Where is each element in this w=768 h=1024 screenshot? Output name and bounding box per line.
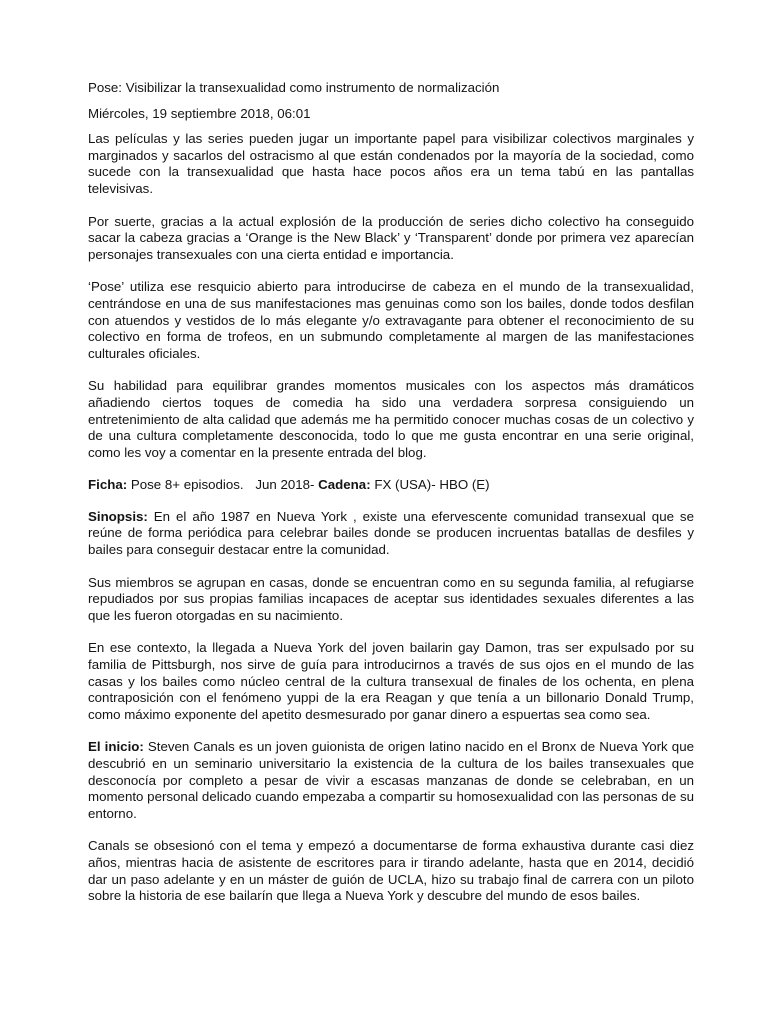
ficha-date: Jun 2018- <box>255 477 315 493</box>
sinopsis-label: Sinopsis: <box>88 508 148 524</box>
sinopsis-text: En el año 1987 en Nueva York , existe una efervescente comunidad transexual que se reúne de forma periódica para celebrar bailes donde se producen incruentas batallas de desfiles y bailes para conseguir destacar entre la comunidad. <box>88 508 694 558</box>
article-title: Pose: Visibilizar la transexualidad como instrumento de normalización <box>88 80 500 95</box>
inicio-paragraph <box>88 739 694 822</box>
inicio-label: El inicio: <box>88 739 144 755</box>
cadena-label: Cadena: <box>318 477 371 493</box>
paragraph-intro: Las películas y las series pueden jugar un importante papel para visibilizar colectivos marginales y marginados y sacarlos del ostracismo al que están condenados por la mayoría de la sociedad, como sucede con la transexualidad que hasta hace pocos años era un tema tabú en las pantallas televisivas. <box>88 131 694 196</box>
sinopsis-paragraph <box>88 509 694 559</box>
paragraph-opinion: Su habilidad para equilibrar grandes momentos musicales con los aspectos más dramáticos añadiendo ciertos toques de comedia ha sido una verdadera sorpresa consiguiendo un entretenimiento de alta calidad que además me ha permitido conocer muchas cosas de un colectivo y de una cultura completamente desconocida, todo lo que me gusta encontrar en una serie original, como les voy a comentar en la presente entrada del blog. <box>88 378 694 460</box>
paragraph-series: Por suerte, gracias a la actual explosión de la producción de series dicho colectivo ha conseguido sacar la cabeza gracias a ‘Orange is the New Black’ y ‘Transparent’ donde por primera vez aparecían personajes transexuales con una cierta entidad e importancia. <box>88 213 694 262</box>
ficha-line <box>88 477 694 494</box>
paragraph-pose: ‘Pose’ utiliza ese resquicio abierto para introducirse de cabeza en el mundo de la transexualidad, centrándose en una de sus manifestaciones mas genuinas como son los bailes, donde todos desfilan con atuendos y vestidos de lo más elegante y/o extravagante para obtener el reconocimiento de su colectivo en forma de trofeos, en un submundo completamente al margen de las manifestaciones culturales oficiales. <box>88 279 694 361</box>
paragraph-casas: Sus miembros se agrupan en casas, donde se encuentran como en su segunda familia, al refugiarse repudiados por sus propias familias incapaces de aceptar sus identidades sexuales diferentes a las que les fueron otorgadas en su nacimiento. <box>88 574 694 623</box>
paragraph-contexto: En ese contexto, la llegada a Nueva York del joven bailarin gay Damon, tras ser expulsado por su familia de Pittsburgh, nos sirve de guía para introducirnos a través de sus ojos en el mundo de las casas y los bailes como núcleo central de la cultura transexual de finales de los ochenta, en plena contraposición con el fenómeno yuppi de la era Reagan y que tenía a un billonario Donald Trump, como máximo exponente del apetito desmesurado por ganar dinero a espuertas sea como sea. <box>88 640 694 722</box>
ficha-label: Ficha: <box>88 477 128 493</box>
ficha-text: Pose 8+ episodios. <box>130 477 244 493</box>
paragraph-closing: Canals se obsesionó con el tema y empezó a documentarse de forma exhaustiva durante casi diez años, mientras hacia de asistente de escritores para ir tirando adelante, hasta que en 2014, decidió dar un paso adelante y en un máster de guión de UCLA, hizo su trabajo final de carrera con un piloto sobre la historia de ese bailarín que llega a Nueva York y descubre del mundo de esos bailes. <box>88 838 694 904</box>
inicio-text: Steven Canals es un joven guionista de origen latino nacido en el Bronx de Nueva York que descubrió en un seminario universitario la existencia de la cultura de los bailes transexuales que desconocía por completo a pesar de vivir a escasas manzanas de donde se celebraban, en un momento personal delicado cuando empezaba a compartir su homosexualidad con las personas de su entorno. <box>88 739 694 821</box>
document-page <box>88 80 694 921</box>
cadena-text: FX (USA)- HBO (E) <box>374 477 490 493</box>
article-date: Miércoles, 19 septiembre 2018, 06:01 <box>88 105 311 121</box>
